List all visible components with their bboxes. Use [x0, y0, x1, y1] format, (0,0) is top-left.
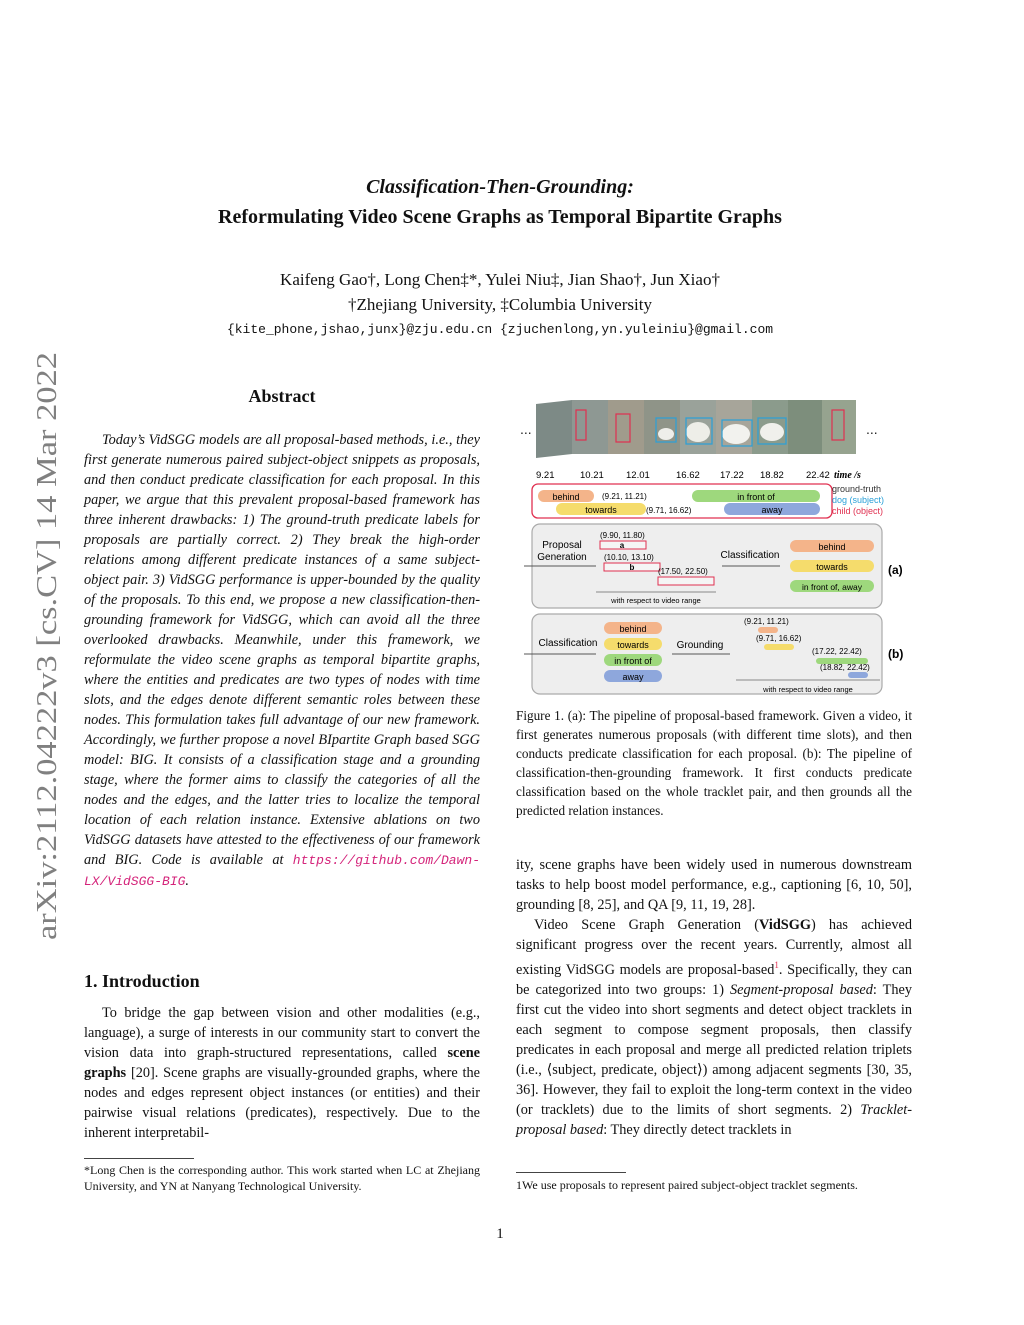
timestamp-label: 18.82: [760, 470, 784, 481]
gt-range-2: (9.71, 16.62): [646, 506, 692, 515]
abstract-body: Today’s VidSGG models are all proposal-based methods, i.e., they first generate numerous paired subject-object snippets as proposals, and then conduct predicate classification for each proposal. In this paper, we argue that this prevalent proposal-based framework has three inherent drawbacks: 1) The ground-truth predicate labels for proposals are partially correct. 2) They break the high-order relations among different predicate instances of a same subject-object pair. 3) VidSGG performance is upper-bounded by the quality of the proposals. To this end, we propose a new classification-then-grounding framework for VidSGG, which can avoid all the three overlooked drawbacks. Meanwhile, under this framework, we reformulate the video scene graphs as temporal bipartite graphs, where the entities and predicates are two types of nodes with time slots, and the edges denote different semantic roles between these nodes. This formulation takes full advantage of our new framework. Accordingly, we further propose a novel BIpartite Graph based SGG model: BIG. It consists of a classification stage and a grounding stage, where the former aims to classify the categories of all the nodes and the edges, and the latter tries to localize the temporal location of each relation instance. Extensive ablations on two VidSGG datasets have attested to the effectiveness of our framework and BIG. Code is available at https://github.com/Dawn-LX/VidSGG-BIG.: [84, 432, 481, 889]
intro-bold-term: scene graphs: [84, 1045, 480, 1081]
panel-b-bar-towards: [764, 644, 794, 650]
video-frames: [536, 400, 856, 458]
para2-bold: VidSGG: [759, 917, 811, 933]
arxiv-id-text: arXiv:2112.04222v3 [cs.CV] 14 Mar 2022: [31, 444, 63, 940]
panel-a-out-towards-label: towards: [816, 562, 848, 572]
panel-b-range-4: (18.82, 22.42): [820, 663, 870, 672]
code-link[interactable]: https://github.com/Dawn-LX/VidSGG-BIG: [84, 853, 481, 889]
para2-i1: Segment-proposal based: [730, 981, 873, 998]
proposal-c-box: [658, 577, 714, 585]
panel-b-class-towards-label: towards: [617, 640, 649, 650]
figure-1-caption: Figure 1. (a): The pipeline of proposal-based framework. Given a video, it first generates numerous proposals (with different time slots), and then conducts predicate classification for each proposal. (b): The pipeline of classification-then-grounding framework. It first conducts predicate classification based on the whole tracklet pair, and then grounds all the predicted relation instances.: [516, 708, 912, 818]
frames-ellipsis-right: ...: [866, 421, 878, 437]
proposal-b-letter: b: [629, 563, 635, 572]
panel-b-range-3: (17.22, 22.42): [812, 647, 862, 656]
paper-title-line2: Reformulating Video Scene Graphs as Temporal Bipartite Graphs: [218, 206, 782, 228]
footnote-marker[interactable]: 1: [774, 960, 779, 970]
panel-b-bar-away: [848, 672, 868, 678]
panel-a-proposal-line2: Generation: [537, 552, 587, 563]
proposal-a-letter: a: [619, 541, 625, 550]
panel-b-tag: (b): [888, 647, 904, 661]
figure-1: [516, 396, 912, 696]
panel-b-bar-behind: [758, 627, 778, 633]
time-axis-label: time /s: [834, 470, 861, 481]
panel-b-range-2: (9.71, 16.62): [756, 634, 802, 643]
intro-body: [84, 1003, 480, 1143]
footnote-right: 1We use proposals to represent paired subject-object tracklet segments.: [516, 1178, 858, 1192]
intro-text-b: [20]. Scene graphs are visually-grounded graphs, where the nodes and edges represent object instances (or entities) and their pairwise visual relations (predicates), respectively. Due to the inherent interpretabil-: [84, 1065, 480, 1141]
panel-a-classification: Classification: [720, 550, 780, 561]
legend-object: child (object): [832, 506, 884, 516]
panel-a-proposal-line1: Proposal: [542, 540, 582, 551]
paper-title-line1: Classification-Then-Grounding:: [366, 176, 634, 198]
timestamp-label: 17.22: [720, 470, 744, 481]
author-emails: {kite_phone,jshao,junx}@zju.edu.cn {zjuchenlong,yn.yuleiniu}@gmail.com: [226, 322, 774, 337]
panel-a-out-infront-label: in front of, away: [801, 582, 863, 592]
proposal-range-2: (10.10, 13.10): [604, 553, 654, 562]
abstract-heading: Abstract: [248, 386, 316, 406]
right-para-1: ity, scene graphs have been widely used in numerous downstream tasks to help boost model performance, e.g., captioning [6, 10, 50], grounding [8, 25], and QA [9, 11, 19, 28].: [516, 857, 912, 913]
footnote-left: *Long Chen is the corresponding author. This work started when LC at Zhejiang University, and YN at Nanyang Technological University.: [84, 1163, 480, 1193]
proposal-range-3: (17.50, 22.50): [658, 567, 708, 576]
right-para-2: [516, 915, 912, 1140]
panel-b-range-note: with respect to video range: [763, 685, 853, 694]
para2-i2: Tracklet-proposal based: [516, 1101, 912, 1138]
timestamp-label: 22.42: [806, 470, 830, 481]
footnote-rule-left: [84, 1158, 194, 1159]
timestamps: [536, 470, 830, 481]
para2-a: Video Scene Graph Generation (: [534, 917, 760, 933]
para2-d: : They first cut the video into short segments and detect object tracklets in each segment to compose segment proposals, then classify predicates in each proposal and merge all predicted relation triplets (i.e., ⟨subject, predicate, object⟩) among adjacent segments [30, 35, 36]. However, they fail to exploit the long-term context in the video (or tracklets) due to the limits of short segments. 2): [516, 981, 913, 1118]
author-list: Kaifeng Gao†, Long Chen‡*, Yulei Niu‡, Jian Shao†, Jun Xiao†: [280, 270, 720, 289]
proposal-range-1: (9.90, 11.80): [600, 531, 645, 540]
gt-range-1: (9.21, 11.21): [602, 492, 647, 501]
panel-b-class-away-label: away: [622, 672, 644, 682]
timestamp-label: 16.62: [676, 470, 700, 481]
timestamp-label: 10.21: [580, 470, 604, 481]
page-number: 1: [496, 1226, 504, 1242]
gt-bar-behind-label: behind: [552, 492, 580, 502]
gt-bar-infront-label: in front of: [737, 492, 775, 502]
panel-b-class-infront-label: in front of: [614, 656, 652, 666]
figure-1-svg: [516, 396, 912, 696]
panel-b-grounding: Grounding: [676, 640, 724, 651]
gt-bar-away-label: away: [761, 505, 783, 515]
legend-gt: ground-truth: [832, 484, 882, 494]
arxiv-stamp-svg: [18, 350, 68, 940]
legend-subject: dog (subject): [832, 495, 885, 505]
timestamp-label: 12.01: [626, 470, 650, 481]
intro-text-a: To bridge the gap between vision and other modalities (e.g., language), a surge of interests in our community start to convert the vision data into graph-structured representations, called: [84, 1005, 480, 1061]
panel-a-range-note: with respect to video range: [611, 596, 701, 605]
arxiv-stamp: [18, 350, 68, 940]
para2-c: . Specifically, they can be categorized into two groups: 1): [516, 961, 912, 998]
para2-e: : They directly detect tracklets in: [603, 1121, 792, 1138]
para2-b: ) has achieved significant progress over the recent years. Currently, almost all existing VidSGG models are proposal-based: [516, 917, 912, 978]
intro-heading: 1. Introduction: [84, 971, 200, 991]
panel-a-tag: (a): [888, 563, 903, 577]
footnote-rule-right: [516, 1172, 626, 1173]
panel-b-class-behind-label: behind: [619, 624, 647, 634]
panel-b-classification: Classification: [538, 638, 598, 649]
gt-bar-towards-label: towards: [585, 505, 617, 515]
abstract-text: Today’s VidSGG models are all proposal-based methods, i.e., they first generate numerous paired subject-object snippets as proposals, and then conduct predicate classification for each proposal. In this paper, we argue that this prevalent proposal-based framework has three inherent drawbacks: 1) The ground-truth predicate labels for proposals are partially correct. 2) They break the high-order relations among different predicate instances of a same subject-object pair. 3) VidSGG performance is upper-bounded by the quality of the proposals. To this end, we propose a new classification-then-grounding framework for VidSGG, which can avoid all the three overlooked drawbacks. Meanwhile, under this framework, we reformulate the video scene graphs as temporal bipartite graphs, where the entities and predicates are two types of nodes with time slots, and the edges denote different semantic roles between these nodes. This formulation takes full advantage of our new framework. Accordingly, we further propose a novel BIpartite Graph based SGG model: BIG. It consists of a classification stage and a grounding stage, where the former aims to classify the categories of all the nodes and the edges, and the latter tries to localize the temporal location of each relation instance. Extensive ablations on two VidSGG datasets have attested to the effectiveness of our framework and BIG. Code is available at: [84, 432, 480, 868]
affiliations: †Zhejiang University, ‡Columbia University: [348, 295, 652, 314]
right-column-body: [516, 855, 912, 1140]
panel-b-range-1: (9.21, 11.21): [744, 617, 789, 626]
frames-ellipsis-left: ...: [520, 421, 532, 437]
panel-a-out-behind-label: behind: [818, 542, 846, 552]
timestamp-label: 9.21: [536, 470, 555, 481]
